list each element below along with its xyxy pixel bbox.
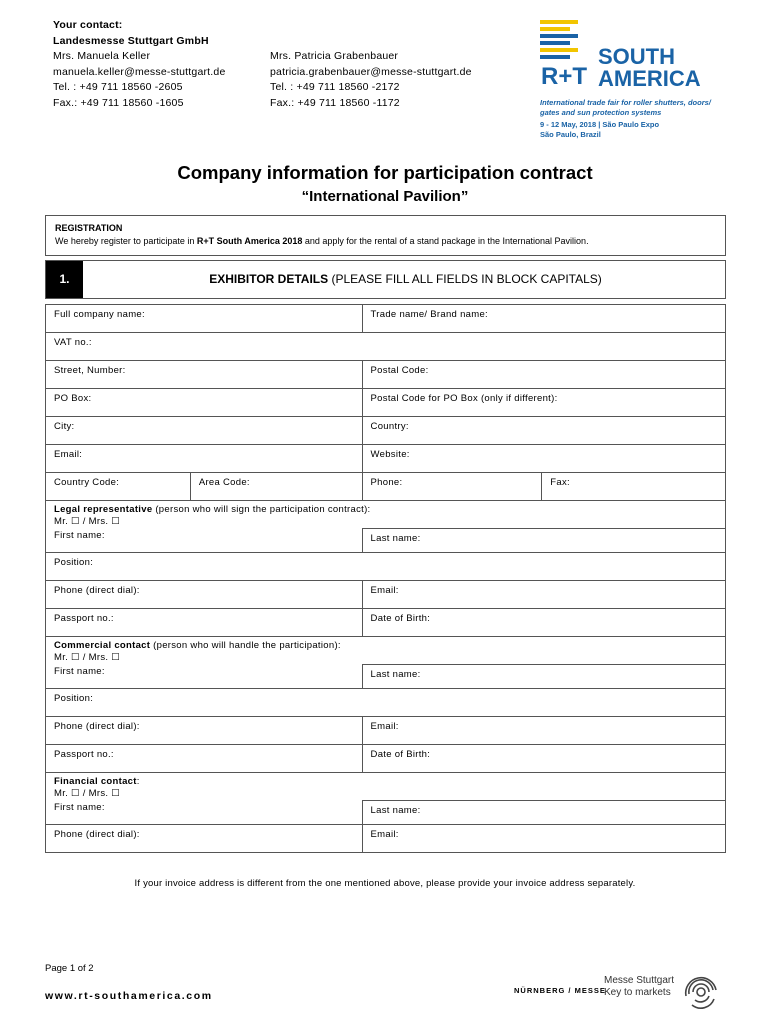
street-field[interactable] [46, 361, 363, 389]
field-label: City: [54, 421, 75, 432]
contact-right-tel: Tel. : +49 711 18560 -2172 [270, 81, 400, 93]
section-title [86, 272, 725, 286]
field-label: Email: [370, 585, 399, 596]
field-label: Last name: [370, 533, 421, 544]
section-number: 1. [46, 261, 83, 298]
contact-block [53, 18, 226, 111]
field-label: Phone (direct dial): [54, 585, 140, 596]
contact-right-fax: Fax.: +49 711 18560 -1172 [270, 96, 400, 109]
contact-left-name: Mrs. Manuela Keller [53, 50, 151, 62]
field-label: Full company name: [54, 309, 145, 320]
footer-url[interactable]: www.rt-southamerica.com [45, 990, 213, 1002]
legal-passport-field[interactable] [46, 609, 363, 637]
legal-salutation-checkbox[interactable]: Mr. ☐ / Mrs. ☐ [54, 516, 121, 527]
field-label: Date of Birth: [370, 749, 431, 760]
field-label: Phone (direct dial): [54, 721, 140, 732]
commercial-heading-note: (person who will handle the participation): [150, 640, 341, 651]
commercial-phone-field[interactable] [46, 717, 363, 745]
field-label: VAT no.: [54, 337, 92, 348]
phone-field[interactable] [362, 473, 542, 501]
commercial-heading-label: Commercial contact [54, 640, 151, 651]
field-label: Email: [54, 449, 83, 460]
legal-email-field[interactable] [362, 581, 725, 609]
financial-phone-field[interactable] [46, 825, 363, 853]
messe-stuttgart-slogan: Key to markets [604, 987, 671, 998]
fingerprint-logo-icon [683, 974, 719, 1010]
commercial-first-name-field[interactable] [46, 665, 363, 689]
exhibitor-form [45, 304, 726, 853]
field-label: Phone: [370, 477, 403, 488]
financial-contact-header [46, 773, 726, 801]
field-label: First name: [54, 801, 105, 813]
logo-date: 9 - 12 May, 2018 | São Paulo Expo [540, 120, 660, 129]
field-label: Position: [54, 557, 94, 568]
commercial-contact-header [46, 637, 726, 665]
contact-left-tel: Tel. : +49 711 18560 -2605 [53, 81, 183, 93]
email-field[interactable] [46, 445, 363, 473]
field-label: Phone (direct dial): [54, 829, 140, 840]
contact-right-name: Mrs. Patricia Grabenbauer [270, 50, 399, 62]
financial-heading [54, 776, 717, 788]
financial-email-field[interactable] [362, 825, 725, 853]
logo-south: SOUTH [598, 44, 675, 69]
logo-event-info [540, 120, 659, 139]
commercial-last-name-field[interactable] [362, 665, 725, 689]
logo-tagline: International trade fair for roller shutters, doors/ gates and sun protection systems [540, 98, 711, 117]
po-postal-code-field[interactable] [362, 389, 725, 417]
full-company-name-field[interactable] [46, 305, 363, 333]
contact-org: Landesmesse Stuttgart GmbH [53, 34, 209, 47]
field-label: Email: [370, 721, 399, 732]
field-label: Last name: [370, 669, 421, 680]
legal-position-field[interactable] [46, 553, 726, 581]
page-subtitle: “International Pavilion” [301, 188, 469, 205]
po-box-field[interactable] [46, 389, 363, 417]
field-label: Email: [370, 829, 399, 840]
field-label: Trade name/ Brand name: [370, 309, 488, 320]
field-label: Country Code: [54, 477, 120, 488]
contact-heading: Your contact: [53, 19, 123, 31]
logo-america: AMERICA [598, 66, 701, 91]
legal-heading-label: Legal representative [54, 504, 153, 515]
commercial-dob-field[interactable] [362, 745, 725, 773]
contact-left-fax: Fax.: +49 711 18560 -1605 [53, 96, 184, 109]
legal-heading [54, 504, 717, 516]
postal-code-field[interactable] [362, 361, 725, 389]
messe-stuttgart-name: Messe Stuttgart [604, 975, 675, 986]
field-label: PO Box: [54, 393, 92, 404]
fax-field[interactable] [542, 473, 726, 501]
registration-event-name: R+T South America 2018 [196, 236, 303, 246]
logo-rt: R+T [541, 63, 588, 90]
financial-heading-note: : [136, 776, 140, 787]
field-label: Country: [370, 421, 409, 432]
legal-last-name-field[interactable] [362, 529, 725, 553]
field-label: Website: [370, 449, 410, 460]
legal-first-name-field[interactable] [46, 529, 363, 553]
field-label: Passport no.: [54, 749, 114, 760]
messe-stuttgart-logo-text [604, 975, 674, 999]
country-code-field[interactable] [46, 473, 191, 501]
section-header [45, 260, 726, 299]
commercial-email-field[interactable] [362, 717, 725, 745]
registration-text-part: and apply for the rental of a stand package in the International Pavilion. [302, 236, 589, 246]
registration-text [55, 236, 589, 246]
section-title-note: (PLEASE FILL ALL FIELDS IN BLOCK CAPITALS) [328, 272, 602, 286]
legal-heading-note: (person who will sign the participation contract): [152, 504, 371, 515]
registration-heading: REGISTRATION [55, 223, 123, 233]
field-label: Postal Code for PO Box (only if different): [370, 393, 558, 404]
logo-city: São Paulo, Brazil [540, 129, 601, 139]
field-label: First name: [54, 529, 105, 541]
nuernberg-messe-logo: NÜRNBERG / MESSE [514, 986, 606, 995]
financial-heading-label: Financial contact [54, 776, 137, 787]
page-title: Company information for participation contract [177, 162, 593, 183]
field-label: First name: [54, 665, 105, 677]
country-field[interactable] [362, 417, 725, 445]
registration-box [45, 215, 726, 256]
registration-text-part: We hereby register to participate in [55, 236, 197, 246]
legal-dob-field[interactable] [362, 609, 725, 637]
website-field[interactable] [362, 445, 725, 473]
commercial-heading [54, 640, 717, 652]
commercial-passport-field[interactable] [46, 745, 363, 773]
area-code-field[interactable] [190, 473, 362, 501]
trade-name-field[interactable] [362, 305, 725, 333]
section-title-bold: EXHIBITOR DETAILS [209, 272, 329, 286]
vat-field[interactable] [46, 333, 726, 361]
field-label: Passport no.: [54, 613, 114, 624]
financial-first-name-field[interactable] [46, 801, 363, 825]
field-label: Date of Birth: [370, 613, 431, 624]
contact-left-email[interactable]: manuela.keller@messe-stuttgart.de [53, 65, 226, 78]
logo-region [598, 46, 701, 90]
field-label: Last name: [370, 805, 421, 816]
legal-phone-field[interactable] [46, 581, 363, 609]
field-label: Area Code: [198, 477, 250, 488]
page-number: Page 1 of 2 [45, 963, 94, 974]
commercial-position-field[interactable] [46, 689, 726, 717]
field-label: Fax: [550, 477, 570, 488]
field-label: Position: [54, 693, 94, 704]
field-label: Street, Number: [54, 365, 126, 376]
contact-block-right [270, 49, 472, 111]
city-field[interactable] [46, 417, 363, 445]
legal-representative-header [46, 501, 726, 529]
field-label: Postal Code: [370, 365, 429, 376]
contact-right-email[interactable]: patricia.grabenbauer@messe-stuttgart.de [270, 65, 472, 78]
commercial-salutation-checkbox[interactable]: Mr. ☐ / Mrs. ☐ [54, 652, 121, 663]
invoice-note: If your invoice address is different from the one mentioned above, please provide your invoice address separately. [134, 878, 636, 889]
financial-last-name-field[interactable] [362, 801, 725, 825]
financial-salutation-checkbox[interactable]: Mr. ☐ / Mrs. ☐ [54, 788, 121, 799]
